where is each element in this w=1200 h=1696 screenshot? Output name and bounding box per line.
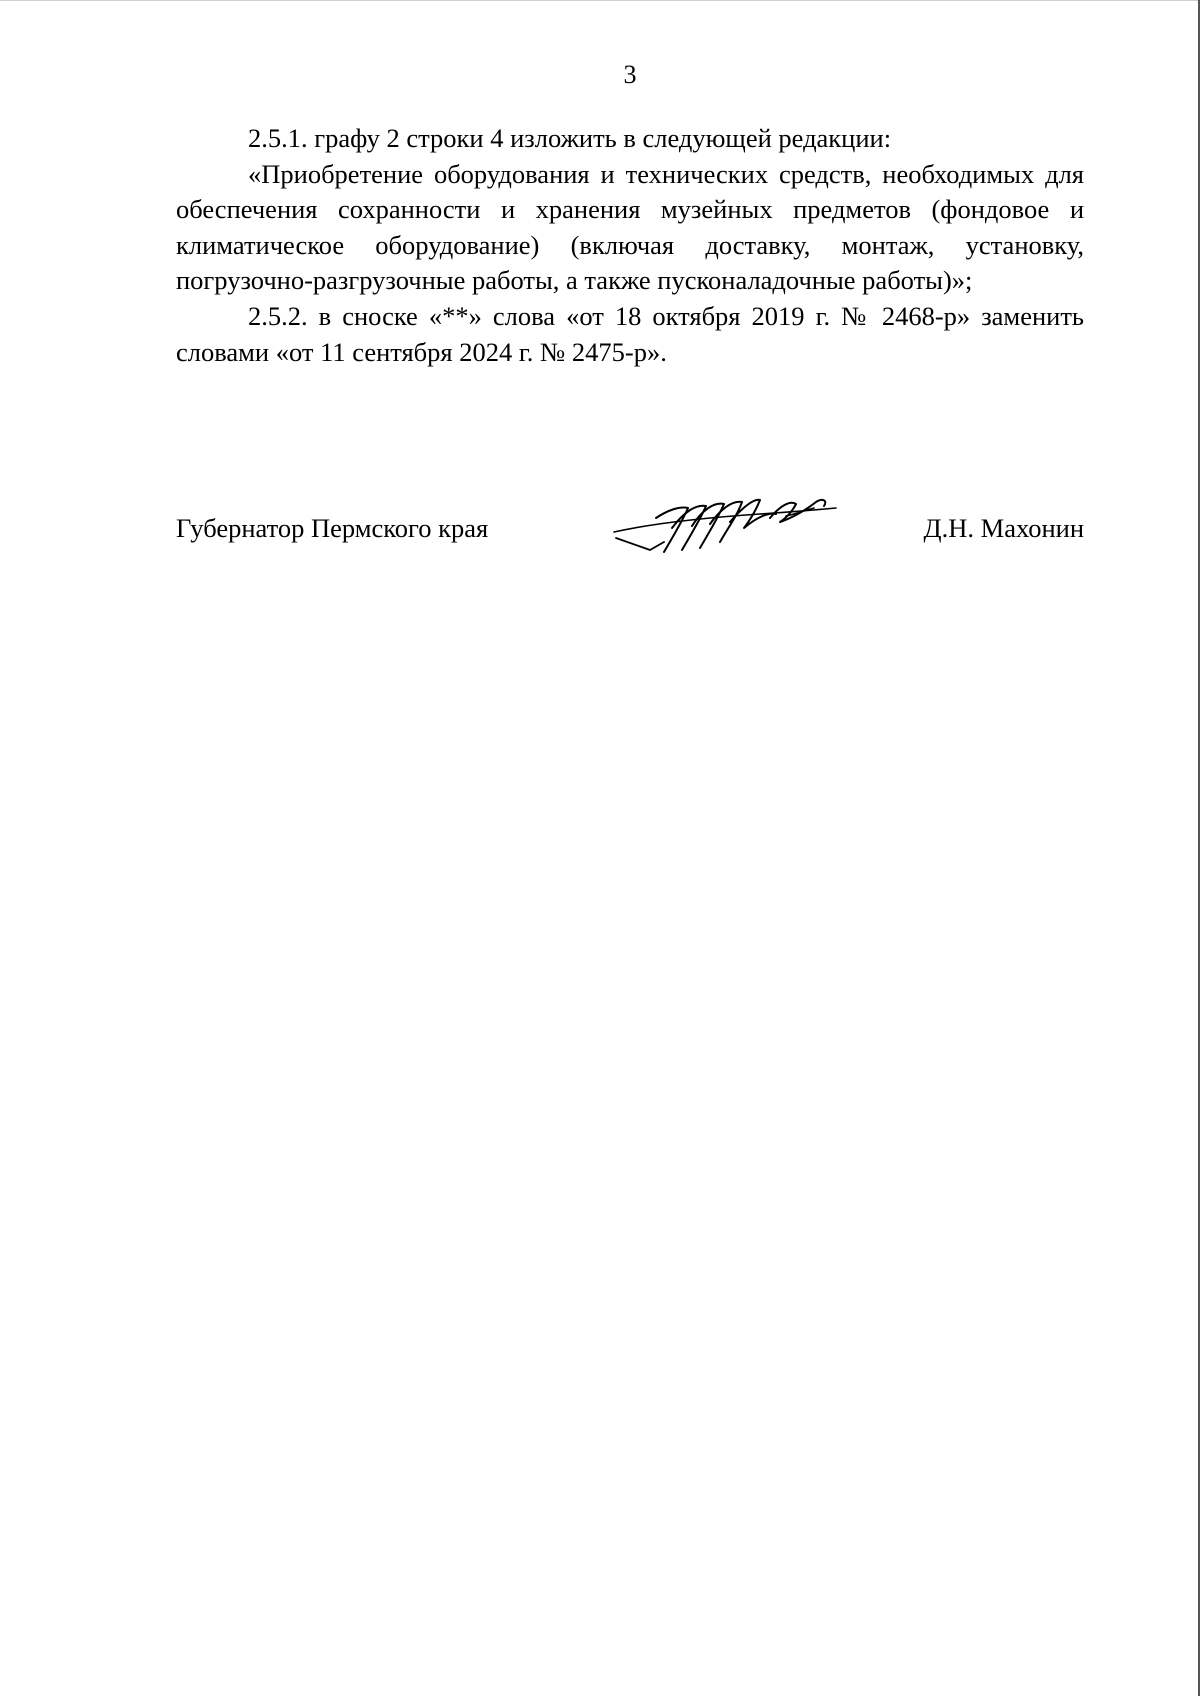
paragraph-2-5-1: 2.5.1. графу 2 строки 4 изложить в следующей редакции: <box>248 123 892 153</box>
signatory-name: Д.Н. Махонин <box>923 513 1084 543</box>
signatory-title: Губернатор Пермского края <box>176 513 489 543</box>
handwritten-signature-icon <box>610 488 840 560</box>
paragraph-quoted-text: «Приобретение оборудования и технических средств, необходимых для обеспечения сохранности и хранения музейных предметов (фондовое и климатическое оборудование) (включая доставку, монтаж, установку, погрузочно-разгрузочные работы, а также пусконаладочные работы)»; <box>176 158 1084 296</box>
document-body <box>176 121 1084 370</box>
page-number: 3 <box>623 60 637 89</box>
paragraph-2-5-2: 2.5.2. в сноске «**» слова «от 18 октября 2019 г. № 2468-р» заменить словами «от 11 сентября 2024 г. № 2475-р». <box>176 300 1084 367</box>
scan-edge-top <box>0 0 1200 1</box>
